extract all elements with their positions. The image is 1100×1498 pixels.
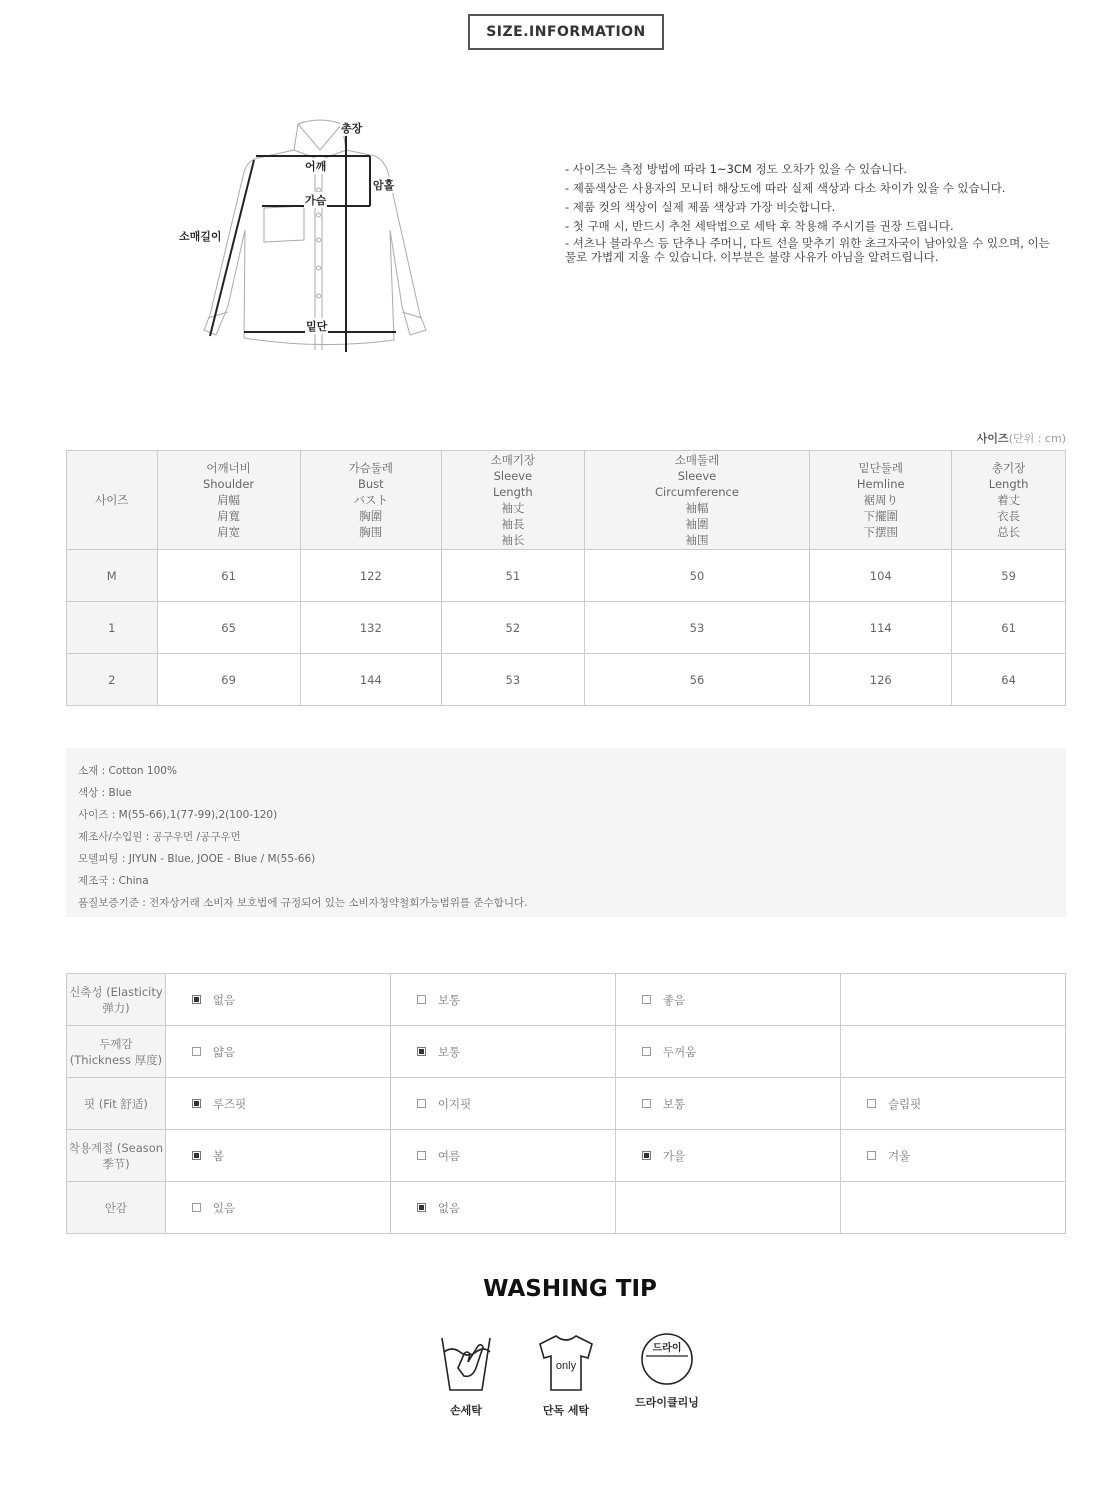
feature-option-label: 봄 bbox=[212, 1148, 224, 1163]
size-header-cell bbox=[157, 451, 300, 550]
unchecked-box-icon bbox=[417, 995, 426, 1004]
feature-option-cell bbox=[165, 1078, 390, 1130]
feature-option-label: 없음 bbox=[212, 992, 236, 1007]
header-line: 下摆围 bbox=[863, 525, 898, 539]
header-line: 袖丈 bbox=[501, 501, 525, 515]
hand-wash-icon bbox=[434, 1332, 498, 1394]
unchecked-box-icon bbox=[642, 995, 651, 1004]
size-value-cell: 114 bbox=[810, 602, 952, 654]
feature-label: 두께감 (Thickness 厚度) bbox=[67, 1026, 166, 1078]
header-line: 袖长 bbox=[501, 533, 525, 547]
wash-separately-item bbox=[531, 1332, 601, 1418]
feature-option-label: 여름 bbox=[437, 1148, 461, 1163]
unchecked-box-icon bbox=[867, 1099, 876, 1108]
feature-option-label: 두꺼움 bbox=[662, 1044, 697, 1059]
shirt-measurement-diagram bbox=[170, 110, 460, 370]
label-hem: 밑단 bbox=[306, 320, 328, 333]
size-header-cell bbox=[584, 451, 810, 550]
note-item: - 제품 컷의 색상이 실제 제품 색상과 가장 비슷합니다. bbox=[565, 200, 836, 214]
feature-option-label: 겨울 bbox=[887, 1148, 911, 1163]
feature-option-cell bbox=[390, 1130, 615, 1182]
header-line: Length bbox=[988, 477, 1029, 491]
size-value-cell: 52 bbox=[441, 602, 584, 654]
feature-option-cell bbox=[840, 1130, 1065, 1182]
unchecked-box-icon bbox=[417, 1151, 426, 1160]
feature-row bbox=[67, 1078, 1066, 1130]
feature-option-label: 좋음 bbox=[662, 992, 686, 1007]
feature-option-cell bbox=[165, 1182, 390, 1234]
feature-option-cell bbox=[390, 1078, 615, 1130]
checked-box-icon bbox=[192, 995, 201, 1004]
washing-tip-title: WASHING TIP bbox=[483, 1276, 657, 1302]
header-line: 袖圍 bbox=[685, 517, 709, 531]
size-label-cell: M bbox=[67, 550, 158, 602]
info-model-fitting: 모델피팅 : JIYUN - Blue, JOOE - Blue / M(55-66) bbox=[78, 853, 316, 865]
feature-option-label: 보통 bbox=[437, 1044, 461, 1059]
checked-box-icon bbox=[417, 1047, 426, 1056]
feature-option-label: 슬림핏 bbox=[887, 1096, 922, 1111]
size-row bbox=[67, 602, 1066, 654]
feature-label: 착용계절 (Season 季节) bbox=[67, 1130, 166, 1182]
header-line: 下擺圍 bbox=[863, 509, 898, 523]
header-line: Bust bbox=[357, 477, 384, 491]
size-value-cell: 51 bbox=[441, 550, 584, 602]
size-value-cell: 144 bbox=[300, 654, 441, 706]
size-value-cell: 56 bbox=[584, 654, 810, 706]
dry-text: 드라이 bbox=[652, 1343, 682, 1354]
feature-row bbox=[67, 1026, 1066, 1078]
feature-row bbox=[67, 1130, 1066, 1182]
feature-option-cell bbox=[165, 1130, 390, 1182]
dry-clean-label: 드라이클리닝 bbox=[635, 1396, 699, 1409]
feature-row bbox=[67, 974, 1066, 1026]
header-line: 총기장 bbox=[991, 461, 1026, 475]
size-value-cell: 126 bbox=[810, 654, 952, 706]
unit-note: (단위 : cm) bbox=[1008, 432, 1066, 445]
unchecked-box-icon bbox=[642, 1099, 651, 1108]
unchecked-box-icon bbox=[192, 1203, 201, 1212]
feature-label: 핏 (Fit 舒适) bbox=[67, 1078, 166, 1130]
feature-option-cell bbox=[615, 1130, 840, 1182]
header-line: バスト bbox=[353, 493, 389, 507]
header-line: Circumference bbox=[655, 485, 739, 499]
size-value-cell: 59 bbox=[952, 550, 1066, 602]
only-text: only bbox=[555, 1360, 577, 1372]
header-line: 袖围 bbox=[685, 533, 709, 547]
size-value-cell: 104 bbox=[810, 550, 952, 602]
feature-option-label: 얇음 bbox=[212, 1044, 236, 1059]
label-armhole: 암홀 bbox=[373, 179, 395, 192]
dry-clean-icon bbox=[635, 1332, 699, 1386]
feature-option-label: 이지핏 bbox=[437, 1096, 472, 1111]
info-warranty: 품질보증기준 : 전자상거래 소비자 보호법에 규정되어 있는 소비자청약철회가능범위를 준수합니다. bbox=[78, 897, 528, 909]
unit-label: 사이즈 bbox=[976, 432, 1009, 445]
header-line: 어깨너비 bbox=[206, 461, 251, 475]
info-origin: 제조국 : China bbox=[78, 875, 149, 887]
feature-option-cell bbox=[165, 1026, 390, 1078]
size-value-cell: 122 bbox=[300, 550, 441, 602]
header-line: 肩宽 bbox=[217, 525, 241, 539]
hand-wash-label: 손세탁 bbox=[450, 1404, 482, 1417]
info-sizes: 사이즈 : M(55-66),1(77-99),2(100-120) bbox=[78, 809, 278, 821]
feature-option-cell bbox=[615, 1182, 840, 1234]
size-value-cell: 64 bbox=[952, 654, 1066, 706]
unchecked-box-icon bbox=[642, 1047, 651, 1056]
header-line: 사이즈 bbox=[95, 493, 129, 507]
checked-box-icon bbox=[192, 1099, 201, 1108]
feature-option-label: 있음 bbox=[212, 1200, 236, 1215]
header-line: 总长 bbox=[997, 525, 1021, 539]
header-line: 밑단둘레 bbox=[858, 461, 903, 475]
header-line: Hemline bbox=[856, 477, 905, 491]
size-label-cell: 1 bbox=[67, 602, 158, 654]
size-value-cell: 53 bbox=[441, 654, 584, 706]
feature-option-cell bbox=[615, 1078, 840, 1130]
size-table-header bbox=[67, 451, 1066, 550]
header-line: 袖幅 bbox=[685, 501, 709, 515]
header-line: 肩幅 bbox=[217, 493, 241, 507]
unchecked-box-icon bbox=[867, 1151, 876, 1160]
note-item: - 셔츠나 블라우스 등 단추나 주머니, 다트 선을 맞추기 위한 초크자국이 남아있을 수 있으며, 이는 물로 가볍게 지울 수 있습니다. 이부분은 불량 사유가 아님을 알려드립니다. bbox=[565, 236, 1050, 264]
header-line: 肩寬 bbox=[217, 509, 241, 523]
size-row bbox=[67, 654, 1066, 706]
header-line: 袖長 bbox=[501, 517, 525, 531]
size-header-cell bbox=[300, 451, 441, 550]
feature-option-cell bbox=[840, 1078, 1065, 1130]
feature-row bbox=[67, 1182, 1066, 1234]
size-value-cell: 132 bbox=[300, 602, 441, 654]
feature-option-cell bbox=[840, 1182, 1065, 1234]
feature-label: 안감 bbox=[67, 1182, 166, 1234]
feature-option-cell bbox=[390, 974, 615, 1026]
feature-option-label: 보통 bbox=[662, 1096, 686, 1111]
wash-separately-label: 단독 세탁 bbox=[542, 1404, 590, 1417]
header-line: Shoulder bbox=[202, 477, 255, 491]
dry-clean-item bbox=[632, 1332, 702, 1410]
note-item: - 제품색상은 사용자의 모니터 해상도에 따라 실제 색상과 다소 차이가 있을 수 있습니다. bbox=[565, 181, 1006, 195]
feature-option-cell bbox=[840, 1026, 1065, 1078]
header-line: 衣長 bbox=[997, 509, 1021, 523]
checked-box-icon bbox=[642, 1151, 651, 1160]
size-row bbox=[67, 550, 1066, 602]
wash-separately-icon bbox=[534, 1332, 598, 1394]
label-chest: 가슴 bbox=[305, 194, 327, 207]
note-item: - 사이즈는 측정 방법에 따라 1~3CM 정도 오차가 있을 수 있습니다. bbox=[565, 162, 908, 176]
size-header-cell bbox=[952, 451, 1066, 550]
header-line: Sleeve bbox=[677, 469, 717, 483]
label-shoulder: 어깨 bbox=[305, 160, 327, 173]
header-line: Length bbox=[493, 485, 533, 499]
header-line: 胸围 bbox=[359, 525, 383, 539]
size-value-cell: 69 bbox=[157, 654, 300, 706]
size-value-cell: 61 bbox=[157, 550, 300, 602]
product-info bbox=[66, 748, 1066, 917]
size-unit bbox=[977, 430, 1066, 446]
size-notes bbox=[565, 160, 1055, 265]
note-item: - 첫 구매 시, 반드시 추천 세탁법으로 세탁 후 착용해 주시기를 권장 드립니다. bbox=[565, 219, 954, 233]
header-line: 소매기장 bbox=[490, 453, 536, 467]
info-manufacturer: 제조사/수입원 : 공구우먼 /공구우먼 bbox=[78, 831, 241, 843]
header-line: Sleeve bbox=[493, 469, 533, 483]
feature-option-cell bbox=[615, 974, 840, 1026]
size-value-cell: 53 bbox=[584, 602, 810, 654]
size-label-cell: 2 bbox=[67, 654, 158, 706]
size-header-cell bbox=[810, 451, 952, 550]
feature-option-cell bbox=[615, 1026, 840, 1078]
feature-option-label: 루즈핏 bbox=[212, 1096, 247, 1111]
feature-option-label: 보통 bbox=[437, 992, 461, 1007]
info-color: 색상 : Blue bbox=[78, 787, 132, 799]
feature-option-cell bbox=[165, 974, 390, 1026]
header-line: 胸圍 bbox=[359, 509, 383, 523]
feature-option-label: 가을 bbox=[662, 1148, 686, 1163]
checked-box-icon bbox=[417, 1203, 426, 1212]
size-information-title: SIZE.INFORMATION bbox=[468, 14, 664, 50]
feature-option-cell bbox=[840, 974, 1065, 1026]
header-line: 가슴둘레 bbox=[348, 461, 394, 475]
header-line: 裾周り bbox=[863, 493, 898, 507]
feature-option-cell bbox=[390, 1182, 615, 1234]
feature-option-cell bbox=[390, 1026, 615, 1078]
checked-box-icon bbox=[192, 1151, 201, 1160]
feature-label: 신축성 (Elasticity 弹力) bbox=[67, 974, 166, 1026]
header-line: 소매둘레 bbox=[674, 453, 720, 467]
header-line: 着丈 bbox=[997, 493, 1021, 507]
unchecked-box-icon bbox=[417, 1099, 426, 1108]
unchecked-box-icon bbox=[192, 1047, 201, 1056]
label-sleeve-length: 소매길이 bbox=[179, 230, 222, 243]
size-header-cell bbox=[67, 451, 158, 550]
feature-table bbox=[66, 973, 1066, 1234]
hand-wash-item bbox=[431, 1332, 501, 1418]
info-material: 소재 : Cotton 100% bbox=[78, 765, 177, 777]
size-value-cell: 50 bbox=[584, 550, 810, 602]
size-value-cell: 61 bbox=[952, 602, 1066, 654]
size-header-cell bbox=[441, 451, 584, 550]
size-value-cell: 65 bbox=[157, 602, 300, 654]
label-total-length: 총장 bbox=[341, 122, 363, 135]
size-table bbox=[66, 450, 1066, 706]
feature-option-label: 없음 bbox=[437, 1200, 461, 1215]
